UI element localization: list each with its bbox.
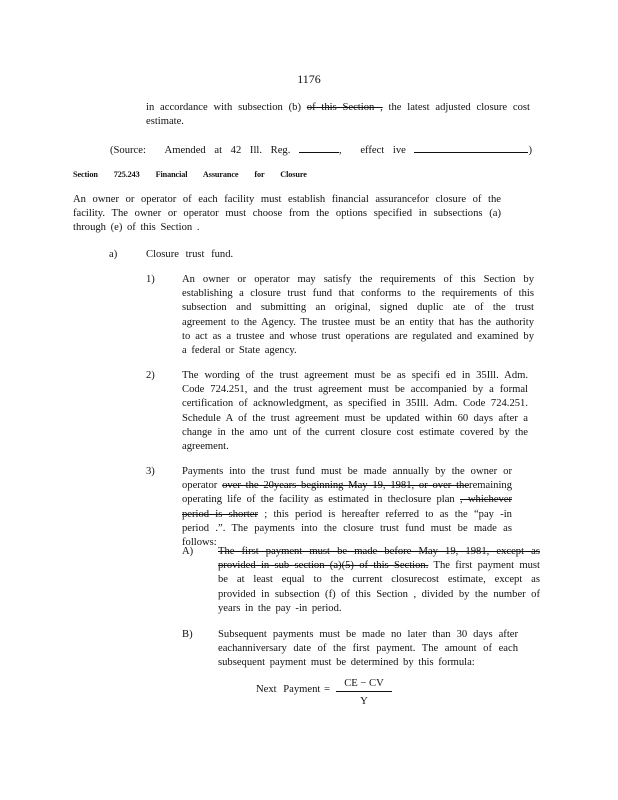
formula-fraction [336, 678, 392, 707]
item-3-p2: remaining operating life of the facility as estimated in theclosure plan [182, 480, 512, 506]
page-number: 1176 [297, 72, 321, 86]
item-2-text: The wording of the trust agreement must be as specifi ed in 35Ill. Adm. Code 724.251, and the trust agreement must be accompanied by a formal certification of acknowledgment, as specified in 35Ill. Adm. Code 724.251. Schedule A of the trust agreement must be updated within 60 days after a change in the amo unt of the current closure cost estimate covered by the agreement. [182, 370, 528, 453]
item-1-text: An owner or operator may satisfy the requirements of this Section by establishing a closure trust fund that conforms to the requirements of this subsection and submitting an original, signed duplic ate of the trust agreement to the Agency. The trustee must be an entity that has the authority to act as a trustee and whose trust operations are regulated and examined by a federal or State agency. [182, 274, 534, 357]
formula-numerator: CE − CV [336, 678, 392, 692]
item-a-title: Closure trust fund. [146, 249, 234, 260]
item-3-strike2: , whichever period is shorter [182, 494, 512, 520]
payment-formula [256, 678, 384, 707]
item-A-body: The first payment must be at least equal to the current closurecost estimate, except as provided in subsection (f) of this Section , divided by the number of years in the pay -in period. [218, 560, 540, 614]
item-A-label: A) [182, 546, 194, 557]
item-3-text [182, 465, 512, 550]
item-3-p3: ; this period is hereafter referred to as the “pay -in period .”. The payments into the closure trust fund must be made as follows: [182, 508, 512, 549]
source-close: ) [528, 145, 533, 156]
item-1-label: 1) [146, 274, 155, 285]
source-comma: , [339, 145, 342, 156]
item-A-strike: The first payment must be made before May 19, 1981, except as provided in sub section (a)(5) of this Section. [218, 546, 540, 572]
source-line [110, 142, 532, 158]
section-heading: Section 725.243 Financial Assurance for Closure [73, 170, 307, 179]
source-effective: effect ive [360, 145, 406, 156]
opening-paragraph: An owner or operator of each facility must establish financial assurancefor closure of the facility. The owner or operator must choose from the options specified in subsections (a) through (e) of this Section . [73, 194, 501, 234]
source-blank-2 [414, 142, 528, 153]
formula-equals: = [324, 684, 330, 695]
item-B-text: Subsequent payments must be made no later than 30 days after eachanniversary date of the first payment. The amount of each subsequent payment must be determined by this formula: [218, 629, 518, 669]
item-a-label: a) [109, 249, 118, 260]
item-3-label: 3) [146, 466, 155, 477]
formula-lhs: Next Payment [256, 684, 321, 695]
source-text: Amended at 42 Ill. Reg. [164, 145, 291, 156]
intro-paragraph [146, 101, 530, 129]
item-A-text [218, 545, 540, 616]
item-3-p1: Payments into the trust fund must be made annually by the owner or operator [182, 466, 512, 492]
item-3-strike1: over the 20years beginning May 19, 1981, or over the [222, 480, 470, 492]
intro-strike: of this Section , [306, 102, 383, 113]
source-blank-1 [299, 142, 339, 153]
formula-denominator: Y [360, 696, 368, 707]
item-B-label: B) [182, 629, 193, 640]
item-2-label: 2) [146, 370, 155, 381]
intro-prefix: in accordance with subsection (b) [146, 102, 307, 113]
intro-suffix: the latest adjusted closure cost estimate. [146, 102, 530, 128]
source-label: (Source: [110, 145, 146, 156]
